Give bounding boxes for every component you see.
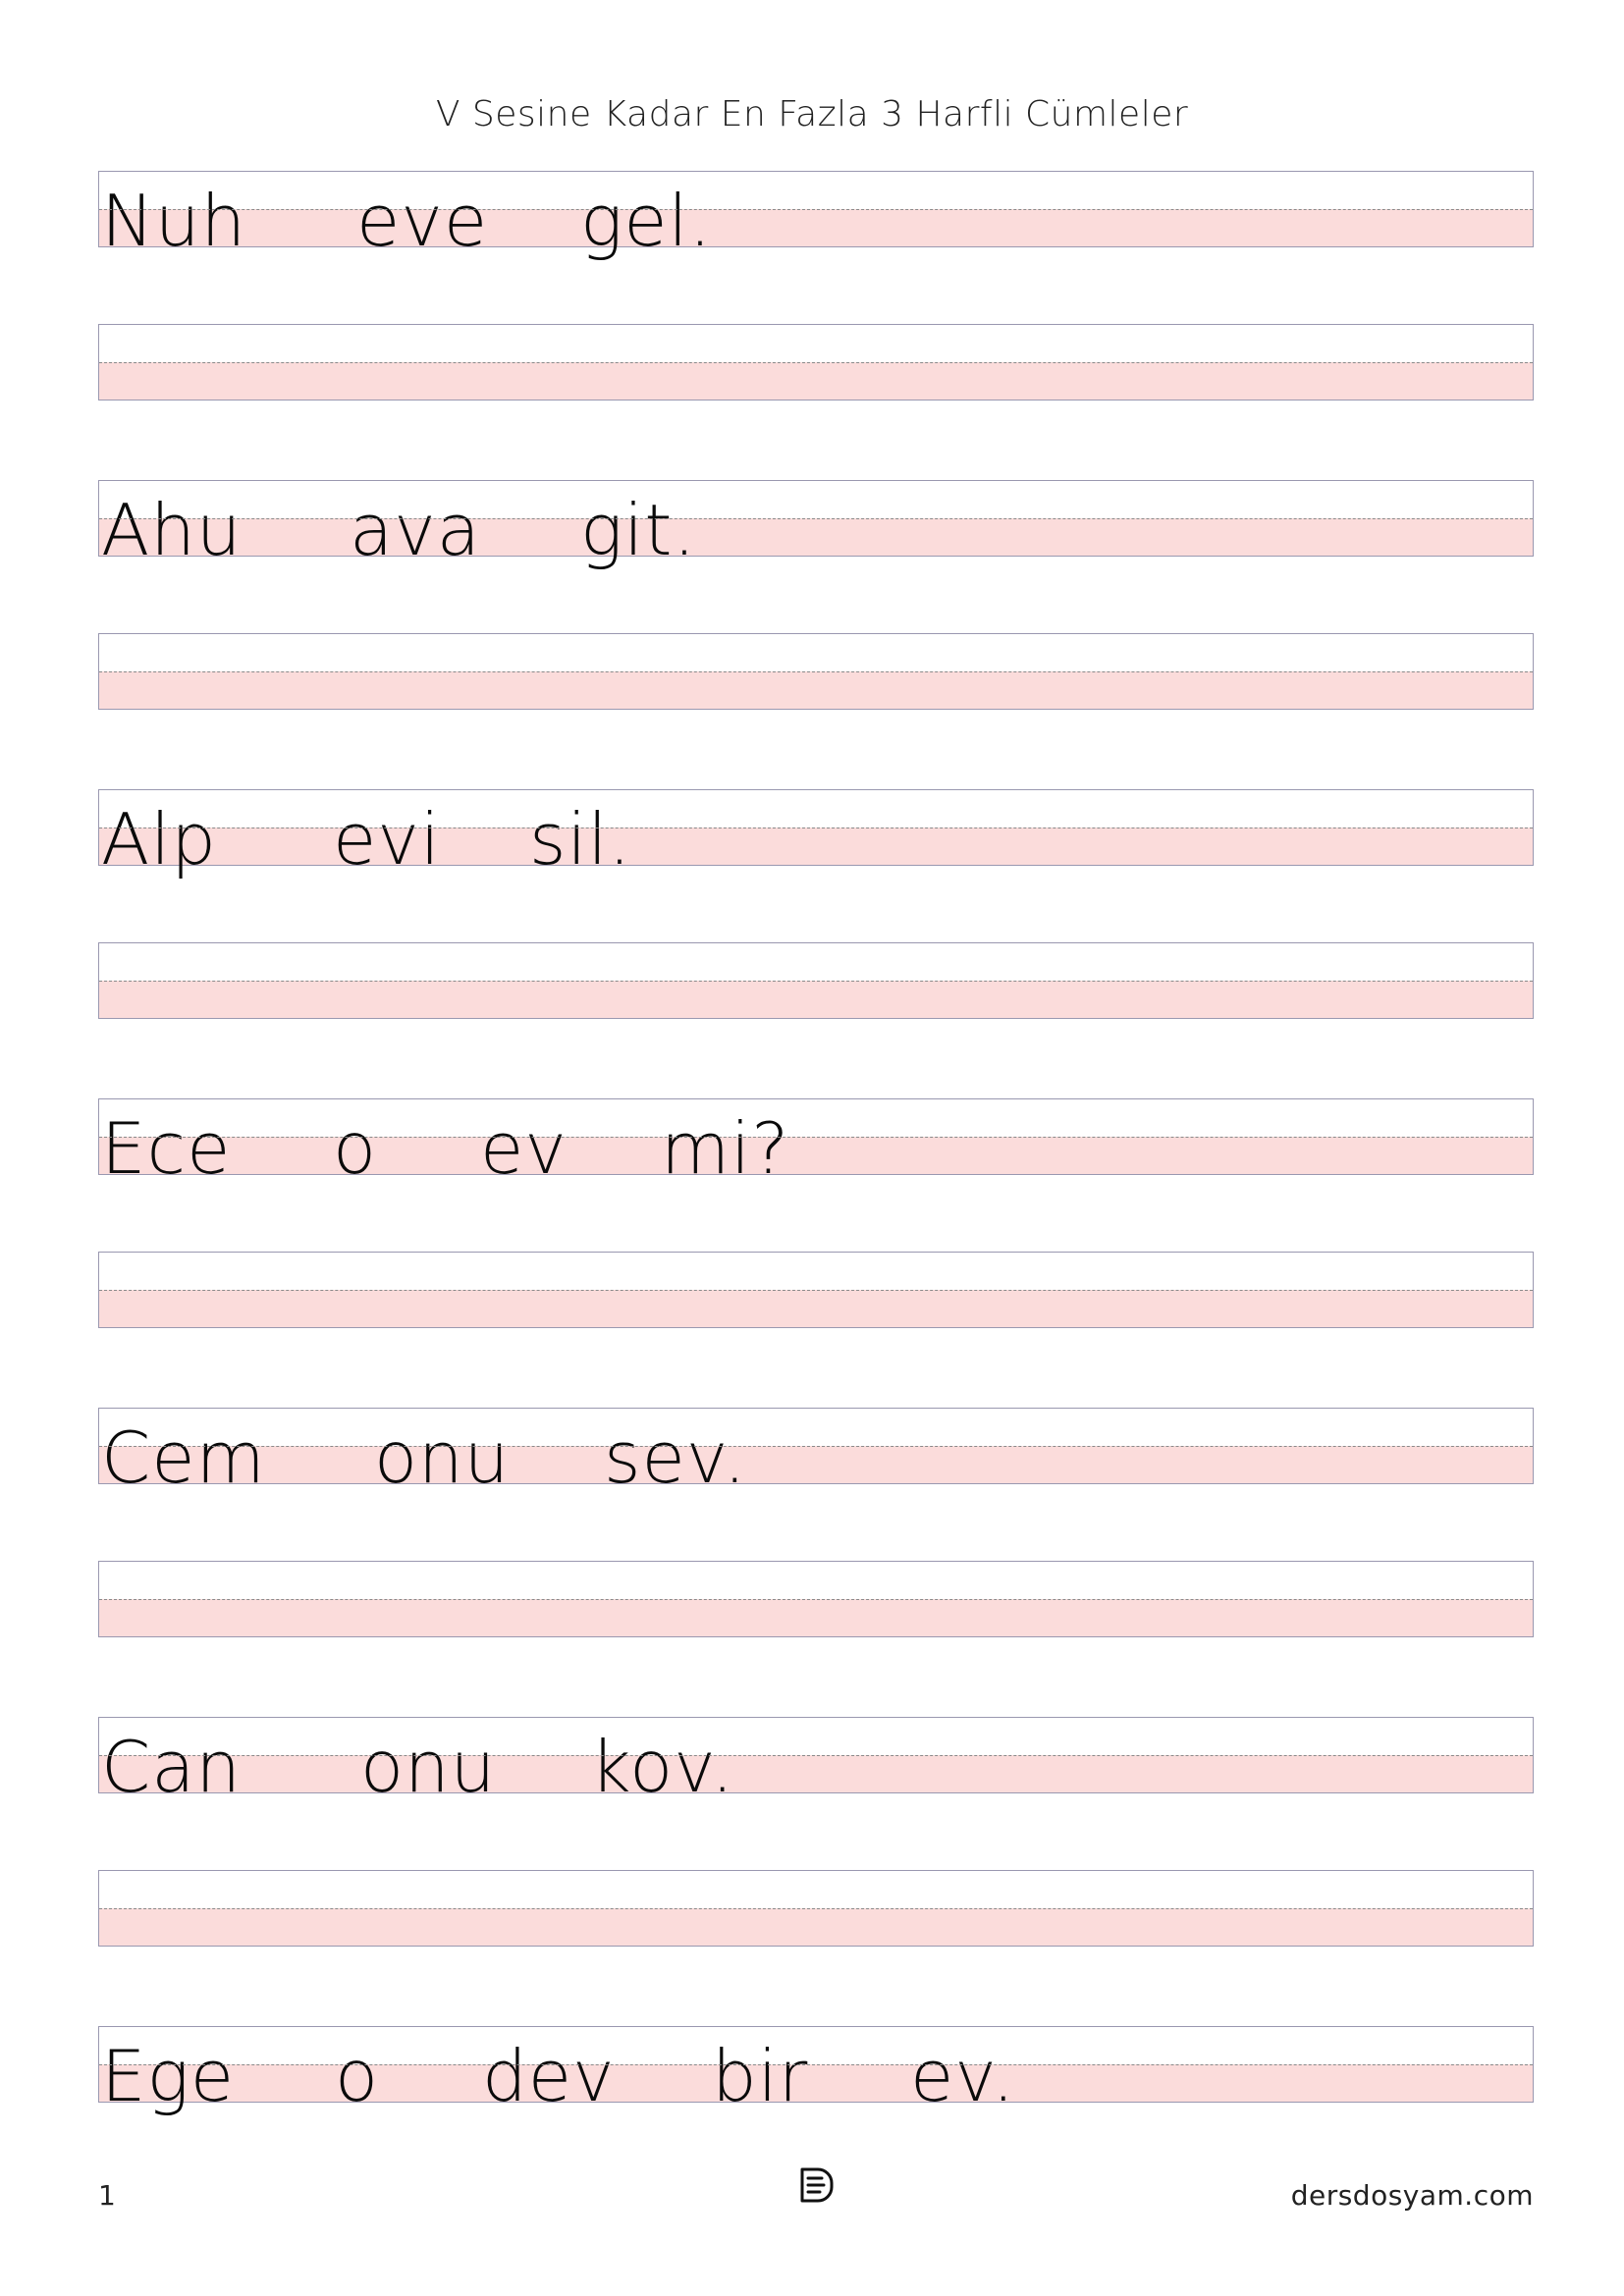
- word: sev.: [604, 1416, 747, 1499]
- writing-band-example: [98, 1717, 1534, 1808]
- word: onu: [374, 1416, 511, 1499]
- sentence-3: [99, 790, 1533, 881]
- word: git.: [580, 489, 697, 571]
- word: o: [333, 1107, 378, 1190]
- word: kov.: [590, 1726, 735, 1808]
- word: ev: [480, 1107, 568, 1190]
- writing-band-example: [98, 1408, 1534, 1499]
- site-link[interactable]: dersdosyam.com: [1290, 2179, 1534, 2212]
- sentence-6: [99, 1718, 1533, 1808]
- writing-band-example: [98, 2026, 1534, 2117]
- word: Alp: [101, 798, 217, 881]
- page-title: V Sesine Kadar En Fazla 3 Harfli Cümleler: [435, 94, 1189, 134]
- writing-band-practice[interactable]: [98, 633, 1534, 710]
- word: eve: [356, 180, 489, 262]
- word: dev: [482, 2035, 616, 2117]
- sentence-7: [99, 2027, 1533, 2117]
- word: Cem: [101, 1416, 266, 1499]
- writing-band-example: [98, 789, 1534, 881]
- word: mi?: [661, 1107, 790, 1190]
- word: Nuh: [101, 180, 247, 262]
- sentence-2: [99, 481, 1533, 571]
- word: Ece: [101, 1107, 232, 1190]
- document-lines-icon: [796, 2165, 836, 2205]
- word: o: [335, 2035, 380, 2117]
- writing-band-practice[interactable]: [98, 1252, 1534, 1328]
- writing-band-practice[interactable]: [98, 324, 1534, 400]
- writing-band-example: [98, 1098, 1534, 1190]
- word: gel.: [580, 180, 713, 262]
- writing-band-practice[interactable]: [98, 1870, 1534, 1947]
- word: ava: [350, 489, 481, 571]
- word: evi: [333, 798, 441, 881]
- sentence-4: [99, 1099, 1533, 1190]
- word: Can: [101, 1726, 243, 1808]
- word: sil.: [529, 798, 632, 881]
- writing-band-example: [98, 171, 1534, 262]
- writing-band-practice[interactable]: [98, 1561, 1534, 1637]
- word: Ege: [101, 2035, 235, 2117]
- writing-band-example: [98, 480, 1534, 571]
- word: Ahu: [101, 489, 243, 571]
- writing-band-practice[interactable]: [98, 942, 1534, 1019]
- word: ev.: [910, 2035, 1016, 2117]
- sentence-5: [99, 1409, 1533, 1499]
- page-number: 1: [98, 2179, 116, 2212]
- word: onu: [360, 1726, 497, 1808]
- word: bir: [712, 2035, 809, 2117]
- sentence-1: [99, 172, 1533, 262]
